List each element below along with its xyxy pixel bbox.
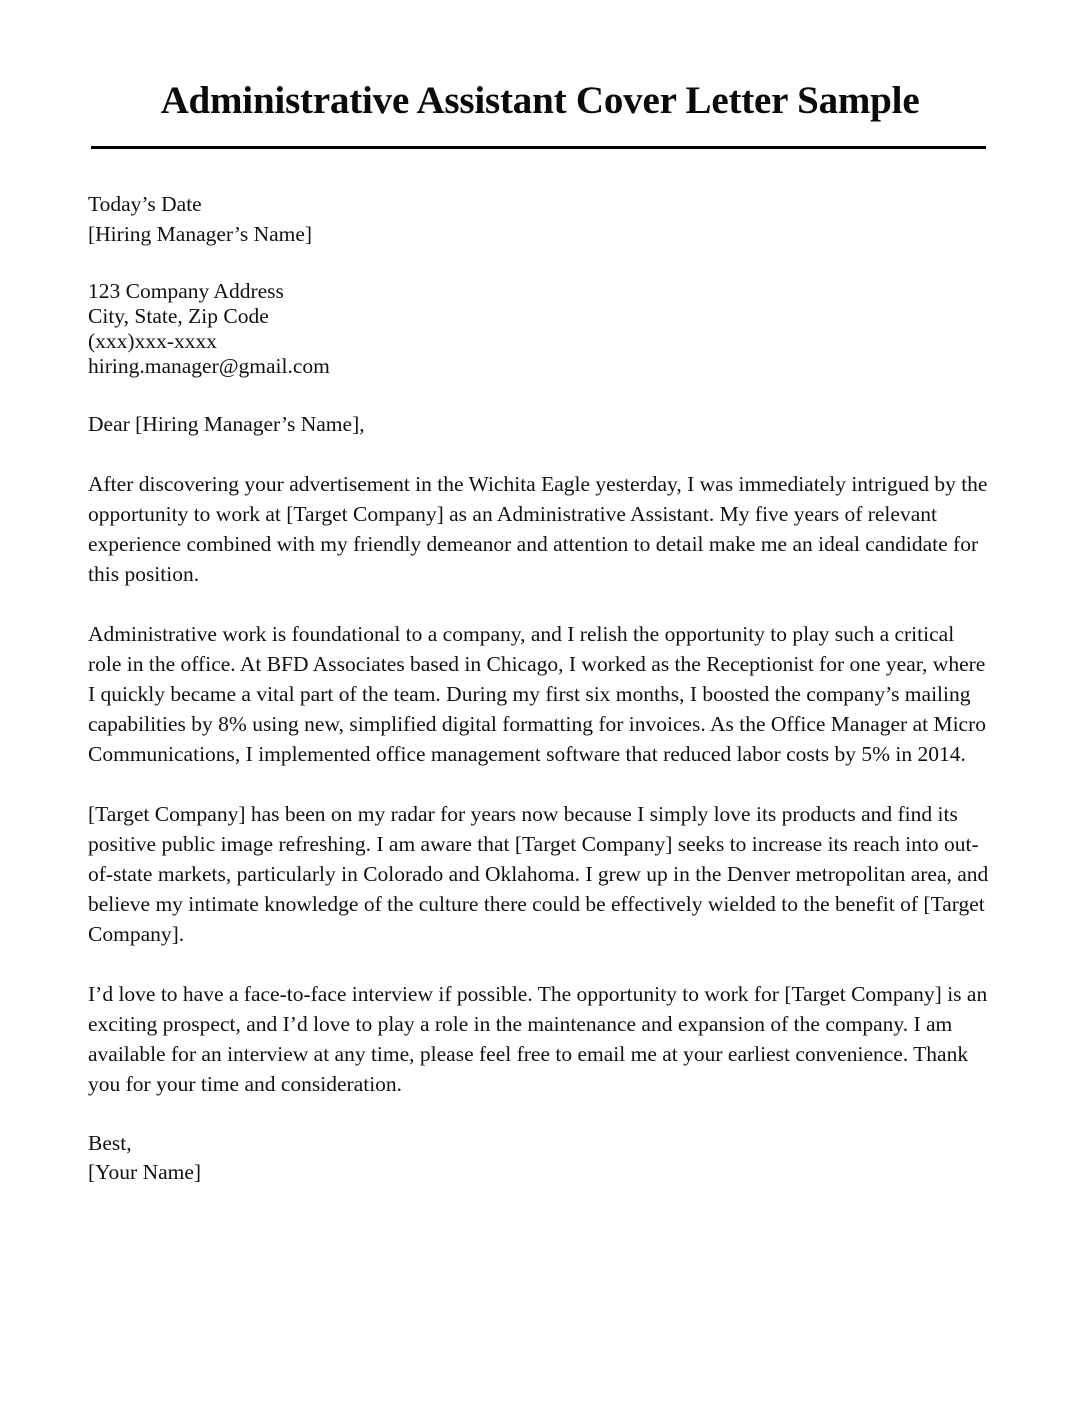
address-email: hiring.manager@gmail.com — [88, 354, 330, 378]
body-paragraph: I’d love to have a face-to-face interview if possible. The opportunity to work for [Target Company] is an exciting prospect, and I’d love to play a role in the maintenance and expansion of the company. I am available for an interview at any time, please feel free to email me at your earliest convenience. Thank you for your time and consideration. — [88, 982, 988, 1096]
title-divider — [91, 146, 986, 149]
address-phone: (xxx)xxx-xxxx — [88, 329, 217, 353]
spacer — [88, 589, 992, 619]
spacer — [88, 379, 992, 409]
spacer — [88, 1099, 992, 1129]
document-content — [88, 0, 992, 1187]
page-title: Administrative Assistant Cover Letter Sample — [160, 79, 920, 122]
address-street: 123 Company Address — [88, 279, 284, 303]
spacer — [88, 439, 992, 469]
valediction: Best, — [88, 1131, 132, 1155]
spacer — [88, 249, 992, 279]
body-paragraph: After discovering your advertisement in the Wichita Eagle yesterday, I was immediately intrigued by the opportunity to work at [Target Company] as an Administrative Assistant. My five years of relevant experience combined with my friendly demeanor and attention to detail make me an ideal candidate for this position. — [88, 472, 988, 586]
recipient-name: [Hiring Manager’s Name] — [88, 222, 313, 246]
address-city-state-zip: City, State, Zip Code — [88, 304, 269, 328]
spacer — [88, 949, 992, 979]
letter-body — [88, 189, 992, 1187]
spacer — [88, 769, 992, 799]
signature-name: [Your Name] — [88, 1160, 202, 1184]
salutation: Dear [Hiring Manager’s Name], — [88, 412, 365, 436]
body-paragraph: [Target Company] has been on my radar for years now because I simply love its products and find its positive public image refreshing. I am aware that [Target Company] seeks to increase its reach into out-of-state markets, particularly in Colorado and Oklahoma. I grew up in the Denver metropolitan area, and believe my intimate knowledge of the culture there could be effectively wielded to the benefit of [Target Company]. — [88, 802, 989, 946]
closing-block — [88, 1129, 992, 1187]
recipient-address-block — [88, 279, 992, 379]
letter-date-line: Today’s Date — [88, 192, 202, 216]
body-paragraph: Administrative work is foundational to a company, and I relish the opportunity to play such a critical role in the office. At BFD Associates based in Chicago, I worked as the Receptionist for one year, where I quickly became a vital part of the team. During my first six months, I boosted the company’s mailing capabilities by 8% using new, simplified digital formatting for invoices. As the Office Manager at Micro Communications, I implemented office management software that reduced labor costs by 5% in 2014. — [88, 622, 987, 766]
